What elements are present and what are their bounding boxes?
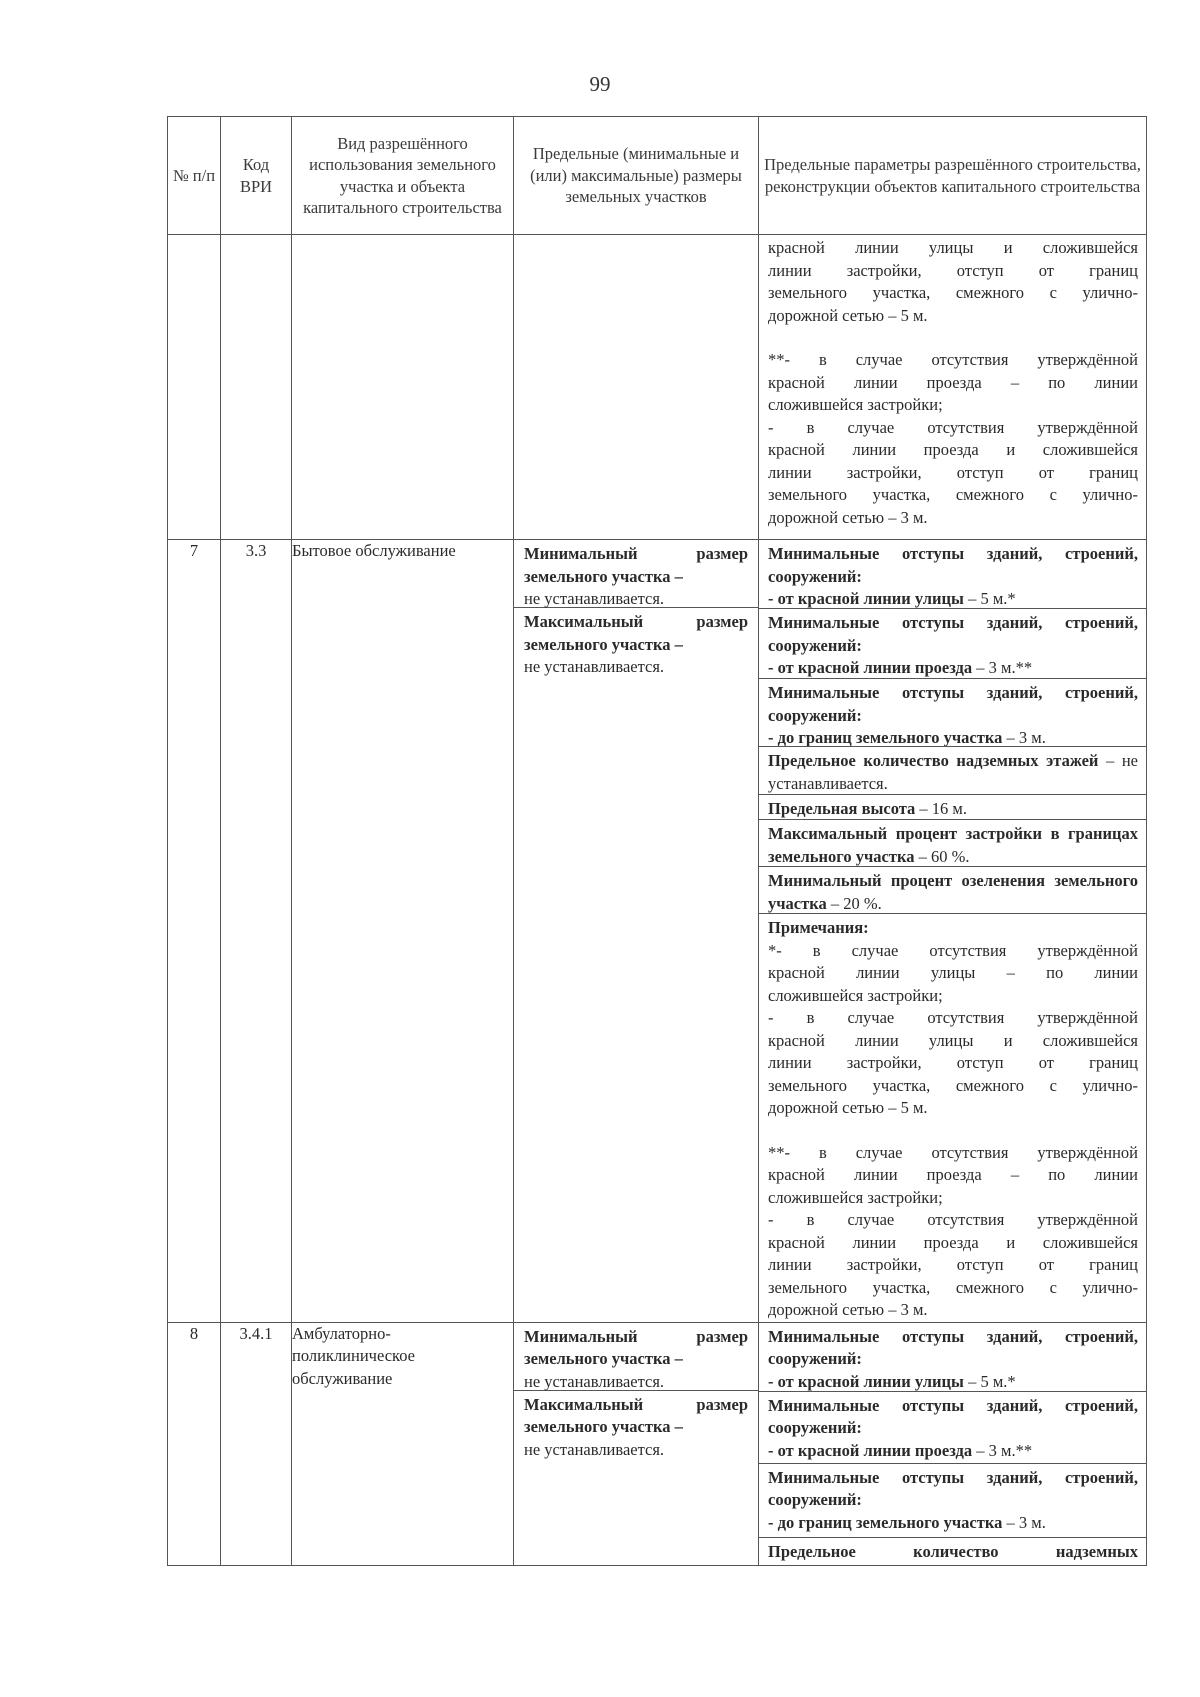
- header-params: Предельные параметры разрешённого строительства, реконструкции объектов капитального строительства: [759, 117, 1147, 235]
- floors-label-partial: Предельное количество надземных: [768, 1541, 1138, 1561]
- text-line: дорожной сетью – 3 м.: [768, 1300, 928, 1319]
- row-number: 8: [168, 1322, 221, 1565]
- text-line: дорожной сетью – 3 м.: [768, 507, 928, 527]
- text-line: линии застройки, отступ от границ: [768, 462, 1138, 482]
- header-num: № п/п: [168, 117, 221, 235]
- text-line: дорожной сетью – 5 м.: [768, 305, 928, 325]
- notes-block: [759, 913, 1146, 1322]
- max-size-label: Максимальный размер земельного участка –: [524, 1394, 748, 1436]
- setback-label: Минимальные отступы зданий, строений, сооружений:: [768, 683, 1138, 725]
- greening-block: [759, 866, 1146, 913]
- header-kind: Вид разрешённого использования земельного участка и объекта капитального строительства: [292, 117, 514, 235]
- setback-tail: – 3 м.: [1002, 728, 1046, 747]
- text-line: красной линии проезда и сложившейся: [768, 440, 1138, 459]
- cont-size-cell: [514, 235, 759, 540]
- page-number: 99: [589, 72, 611, 96]
- floors-block: [759, 746, 1146, 794]
- text-line: дорожной сетью – 5 м.: [768, 1098, 928, 1117]
- text-line: земельного участка, смежного с улично-: [768, 283, 1138, 302]
- max-size-label: Максимальный размер земельного участка –: [524, 612, 748, 654]
- notes-title: Примечания:: [768, 918, 869, 937]
- row-sizes-cell: [514, 540, 759, 1323]
- header-sizes: Предельные (минимальные и (или) максимальные) размеры земельных участков: [514, 117, 759, 235]
- setback-street-block: [759, 540, 1146, 608]
- table-row-7: [168, 540, 1147, 1323]
- row-name: [292, 1322, 514, 1565]
- text-line: - в случае отсутствия утверждённой: [768, 1008, 1138, 1027]
- greening-label: Минимальный процент озеленения земельного участка: [768, 871, 1138, 913]
- text-line: линии застройки, отступ от границ: [768, 260, 1138, 280]
- text-line: земельного участка, смежного с улично-: [768, 1277, 1138, 1297]
- text-line: **- в случае отсутствия утверждённой: [768, 1142, 1138, 1162]
- setback-tail: – 5 м.*: [963, 589, 1016, 608]
- min-size-value: не устанавливается.: [524, 589, 665, 608]
- setback-label: Минимальные отступы зданий, строений, сооружений:: [768, 544, 1138, 586]
- header-code: Код ВРИ: [221, 117, 292, 235]
- setback-tail: – 3 м.**: [972, 1440, 1033, 1460]
- setback-label: Минимальные отступы зданий, строений, сооружений:: [768, 1467, 1138, 1509]
- setback-tail: – 3 м.: [1002, 1512, 1046, 1532]
- text-line: сложившейся застройки;: [768, 395, 943, 414]
- min-size-label: Минимальный размер земельного участка –: [524, 1326, 748, 1368]
- row-name: Бытовое обслуживание: [292, 540, 514, 1323]
- setback-value: - до границ земельного участка: [768, 1512, 1003, 1532]
- setback-drive-block: [759, 1391, 1146, 1463]
- setback-border-block: [759, 678, 1146, 746]
- floors-block: [759, 1537, 1146, 1564]
- setback-value: - от красной линии улицы: [768, 1371, 964, 1391]
- floors-tail: – не устанавливается.: [768, 751, 1138, 793]
- setback-label: Минимальные отступы зданий, строений, сооружений:: [768, 1395, 1138, 1437]
- setback-tail: – 5 м.*: [963, 1371, 1016, 1391]
- min-size-block: [514, 1323, 758, 1391]
- table-header-row: [168, 117, 1147, 235]
- max-size-value: не устанавливается.: [524, 1439, 665, 1459]
- max-size-block: [514, 1391, 758, 1462]
- regulations-table: [167, 116, 1147, 1566]
- cont-params-cell: [759, 235, 1147, 540]
- text-line: сложившейся застройки;: [768, 985, 943, 1005]
- floors-label: Предельное количество надземных этажей: [768, 751, 1099, 770]
- text-line: красной линии улицы – по линии: [768, 963, 1138, 982]
- text-line: красной линии улицы и сложившейся: [768, 238, 1138, 257]
- row-name-line: обслуживание: [292, 1368, 393, 1388]
- setback-border-block: [759, 1463, 1146, 1537]
- max-size-block: [514, 608, 758, 679]
- row-params-cell: [759, 1322, 1147, 1565]
- table-row-continuation: [168, 235, 1147, 540]
- row-name-line: поликлиническое: [292, 1346, 415, 1365]
- text-line: красной линии проезда – по линии: [768, 372, 1138, 392]
- coverage-tail: – 60 %.: [914, 846, 970, 866]
- min-size-value: не устанавливается.: [524, 1371, 665, 1391]
- text-line: красной линии проезда и сложившейся: [768, 1232, 1138, 1252]
- row-sizes-cell: [514, 1322, 759, 1565]
- setback-value: - до границ земельного участка: [768, 728, 1003, 747]
- text-line: - в случае отсутствия утверждённой: [768, 417, 1138, 437]
- row-number: 7: [168, 540, 221, 1323]
- text-line: *- в случае отсутствия утверждённой: [768, 940, 1138, 960]
- setback-label: Минимальные отступы зданий, строений, сооружений:: [768, 1326, 1138, 1368]
- row-code: 3.3: [221, 540, 292, 1323]
- setback-value: - от красной линии улицы: [768, 589, 964, 608]
- text-line: - в случае отсутствия утверждённой: [768, 1210, 1138, 1229]
- height-label: Предельная высота: [768, 799, 916, 818]
- text-line: красной линии улицы и сложившейся: [768, 1030, 1138, 1050]
- table-row-8: [168, 1322, 1147, 1565]
- cont-num-cell: [168, 235, 221, 540]
- text-line: земельного участка, смежного с улично-: [768, 485, 1138, 504]
- row-name-line: Амбулаторно-: [292, 1323, 391, 1343]
- setback-drive-block: [759, 608, 1146, 678]
- min-size-block: [514, 540, 758, 608]
- height-block: [759, 794, 1146, 819]
- min-size-label: Минимальный размер земельного участка –: [524, 544, 748, 586]
- text-line: красной линии проезда – по линии: [768, 1165, 1138, 1184]
- cont-name-cell: [292, 235, 514, 540]
- setback-value: - от красной линии проезда: [768, 658, 973, 677]
- text-line: линии застройки, отступ от границ: [768, 1255, 1138, 1274]
- row-code: 3.4.1: [221, 1322, 292, 1565]
- coverage-label: Максимальный процент застройки в границах земельного участка: [768, 824, 1138, 866]
- text-line: сложившейся застройки;: [768, 1187, 943, 1207]
- text-line: **- в случае отсутствия утверждённой: [768, 350, 1138, 369]
- setback-label: Минимальные отступы зданий, строений, сооружений:: [768, 613, 1138, 655]
- text-line: линии застройки, отступ от границ: [768, 1053, 1138, 1072]
- greening-tail: – 20 %.: [826, 893, 882, 913]
- cont-code-cell: [221, 235, 292, 540]
- text-line: земельного участка, смежного с улично-: [768, 1075, 1138, 1095]
- setback-street-block: [759, 1323, 1146, 1391]
- height-tail: – 16 м.: [915, 799, 967, 818]
- setback-value: - от красной линии проезда: [768, 1440, 973, 1460]
- setback-tail: – 3 м.**: [972, 658, 1033, 677]
- max-size-value: не устанавливается.: [524, 657, 665, 676]
- coverage-block: [759, 819, 1146, 866]
- row-params-cell: [759, 540, 1147, 1323]
